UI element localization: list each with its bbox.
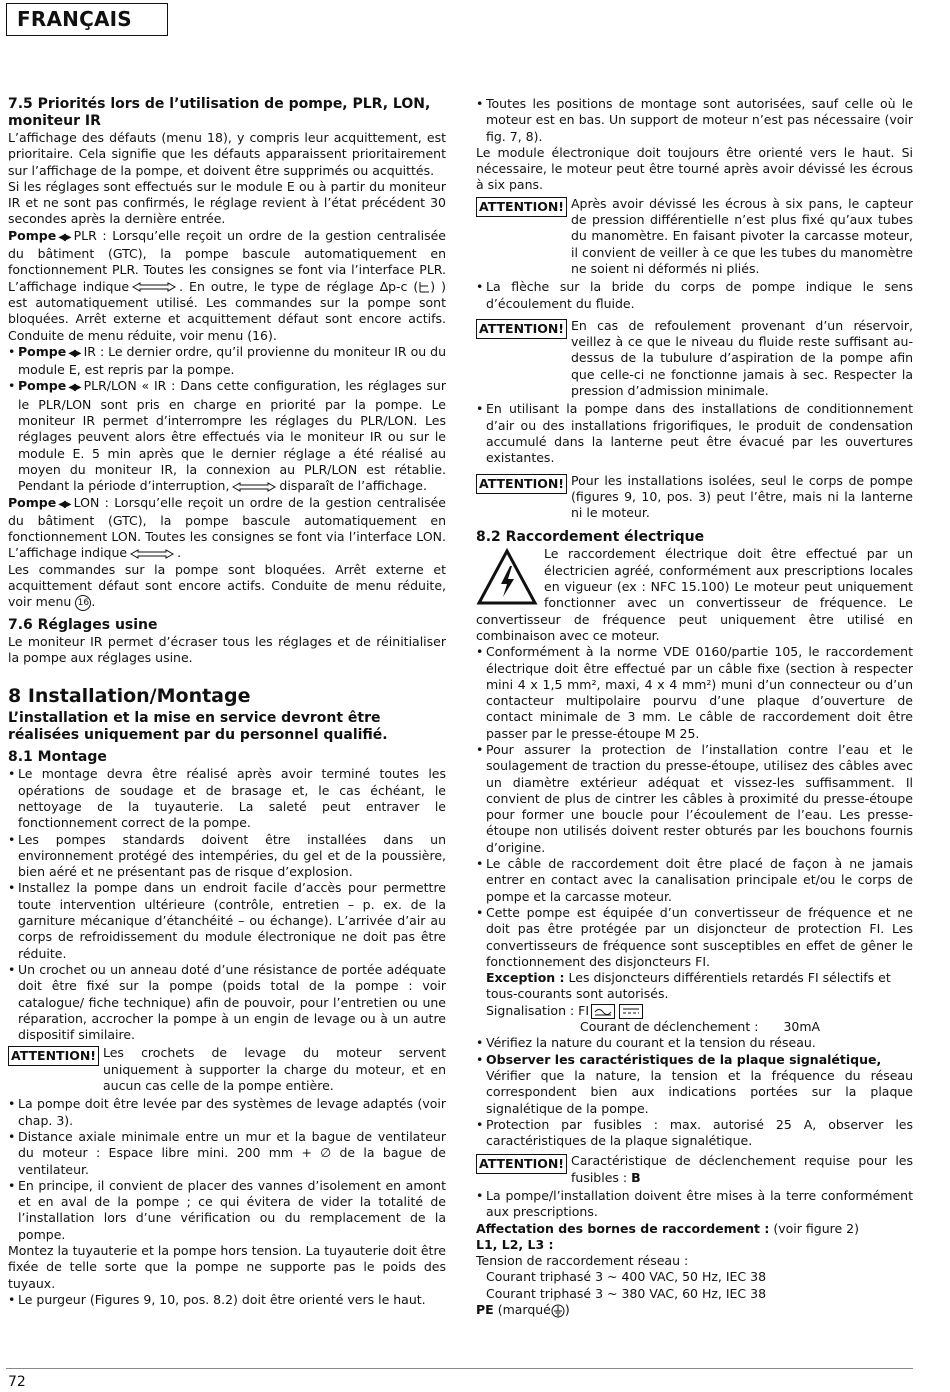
list-item: • Cette pompe est équipée d’un convertisseur de fréquence et ne doit pas être protégée par un disjoncteur de protection FI. Les convertisseurs de fréquence sont susceptibles en effet de gêner le fonctionnement des disjoncteurs FI. [476, 905, 913, 970]
list-item: • Les pompes standards doivent être installées dans un environnement protégé des intempéries, du gel et de la poussière, bien aéré et ne présentant pas de risque d’explosion. [8, 832, 446, 881]
paragraph: Si les réglages sont effectués sur le module E ou à partir du moniteur IR et ne sont pas confirmés, le réglage revient à l’état précédent 30 secondes après la dernière entrée. [8, 178, 446, 227]
text: (marqué [497, 1302, 551, 1318]
section-7-6-title: 7.6 Réglages usine [8, 616, 158, 633]
bold-lead: Pompe [18, 343, 67, 359]
text: . En outre, le type de réglage ∆p-c ( [179, 278, 419, 294]
electrical-warning-icon [476, 548, 538, 606]
paragraph-pompe-lon [8, 495, 446, 562]
page-header-language: FRANÇAIS [6, 3, 168, 36]
text: Les commandes sur la pompe sont bloquées. Arrêt externe et acquittement défaut sont encore actifs. Conduite de menu réduite, voir menu [8, 561, 446, 610]
list-item: • La pompe doit être levée par des systèmes de levage adaptés (voir chap. 3). [8, 1096, 446, 1129]
paragraph: L’affichage des défauts (menu 18), y compris leur acquittement, est prioritaire. Cela signifie que les défauts apparaissent prioritairement sur l’affichage de la pompe, et doivent être supprimés ou acquittés. [8, 130, 446, 178]
text: (voir figure 2) [773, 1220, 859, 1236]
list-item: • Le purgeur (Figures 9, 10, pos. 8.2) doit être orienté vers le haut. [8, 1292, 446, 1308]
text-line: Courant triphasé 3 ~ 400 VAC, 50 Hz, IEC 38 [486, 1269, 767, 1285]
text: 30mA [783, 1019, 821, 1035]
menu-number-icon: 16 [75, 595, 91, 611]
bold-lead: Exception : [486, 970, 565, 986]
paragraph: Montez la tuyauterie et la pompe hors tension. La tuyauterie doit être fixée de telle sorte que la pompe ne supporte pas le poids des tuyaux. [8, 1243, 446, 1291]
text: ) ) est automatiquement utilisé. Les commandes sur la pompe sont bloquées. Arrêt externe et acquittement défaut sont encore actifs. Conduite de menu réduite, voir menu (16). [8, 278, 446, 343]
attention-label: ATTENTION! [476, 319, 567, 339]
trip-current-line [476, 1019, 913, 1035]
text: Vérifier que la nature, la tension et la fréquence du réseau correspondent bien aux indications portées sur la plaque signalétique de la pompe. [486, 1067, 913, 1116]
footer-rule [6, 1368, 913, 1369]
list-item: • Installez la pompe dans un endroit facile d’accès pour permettre toute intervention ultérieure (contrôle, entretien – p. ex. de la garniture mécanique d’étanchéité – ou échange). L’arrivée d’air au corps de refroidissement du module électronique ne doit pas être réduite. [8, 880, 446, 961]
text-line: Courant triphasé 3 ~ 380 VAC, 60 Hz, IEC 38 [486, 1285, 767, 1301]
text-line: Tension de raccordement réseau : [476, 1253, 689, 1269]
text: PLR/LON « IR : Dans cette configuration, les réglages sur le PLR/LON sont pris en charge en priorité par la pompe. Le moniteur IR permet d’interrompre les réglages du PLR/LON. Les réglages peuvent alors être effectués via le moniteur IR ou sur le module E. 5 min après que le dernier réglage a été réalisé au moyen du moniteur IR, la connexion au PLR/LON est rétablie. Pendant la période d’interruption, [18, 378, 446, 494]
terminal-assignment [476, 1221, 913, 1237]
double-arrow-icon: ◀▶ [58, 498, 70, 510]
list-item: • En principe, il convient de placer des vannes d’isolement en amont et en aval de la pompe ; ce qui évitera de vider la totalité de l’installation lors d’une vérification ou du remplacement de la pompe. [8, 1178, 446, 1243]
paragraph [476, 546, 913, 644]
attention-note [476, 196, 913, 277]
list-item: • Conformément à la norme VDE 0160/partie 105, le raccordement électrique doit être effectué par un câble fixe (section à respecter mini 4 x 1,5 mm², maxi, 4 x 4 mm²) muni d’un connecteur ou d’un contacteur multipolaire pourvu d’une plaque d’ouverture de contact minimale de 3 mm. Le câble de raccordement doit être passer par le presse-étoupe M 25. [476, 644, 913, 742]
section-7-5-title: 7.5 Priorités lors de l’utilisation de pompe, PLR, LON, moniteur IR [8, 96, 431, 129]
text: Signalisation : FI [486, 1002, 590, 1018]
text: PLR : Lorsqu’elle reçoit un ordre de la gestion centralisée du bâtiment (GTC), la pompe bascule automatiquement en fonctionnement PLR. Toutes les consignes se font via l’interface PLR. L’affichage indique [8, 227, 446, 294]
bold-lead: Pompe [18, 378, 67, 394]
ac-symbol-icon [591, 1004, 615, 1019]
double-arrow-icon: ◀▶ [58, 231, 70, 243]
ground-symbol-icon [551, 1304, 565, 1318]
bold-lead: Pompe [8, 494, 57, 510]
attention-note [476, 318, 913, 399]
control-mode-icon [418, 281, 430, 293]
list-item: • Un crochet ou un anneau doté d’une résistance de portée adéquate doit être fixé sur la pompe (poids total de la pompe : voir catalogue/ fiche technique) afin de pouvoir, pour l’entretien ou une réparation, accrocher la pompe à un engin de levage ou à un autre dispositif similaire. [8, 962, 446, 1043]
right-column [476, 96, 913, 1318]
list-item: • En utilisant la pompe dans des installations de conditionnement d’air ou des installations frigorifiques, le produit de condensation accumulé dans la lanterne peut être évacué par les ouvertures existantes. [476, 401, 913, 466]
exception-note [476, 970, 913, 1003]
bold-lead: Affectation des bornes de raccordement : [476, 1220, 770, 1236]
terminal-label: L1, L2, L3 : [476, 1236, 554, 1252]
paragraph: Le module électronique doit toujours être orienté vers le haut. Si nécessaire, le moteur peut être tourné après avoir dévissé les écrous à six pans. [476, 144, 913, 193]
text: . [177, 545, 182, 561]
text: . [91, 594, 96, 610]
text: Les disjoncteurs différentiels retardés FI sélectifs et tous-courants sont autorisés. [486, 970, 891, 1002]
list-item: • Pour assurer la protection de l’installation contre l’eau et le soulagement de traction du presse-étoupe, utilisez des câbles avec un diamètre extérieur adéquat et vissez-les suffisamment. Il convient de plus de cintrer les câbles à proximité du presse-étoupe pour former une boucle pour l’écoulement de l’eau. Les presse-étoupe non utilisés doivent rester obturés par les bouchons fournis d’origine. [476, 742, 913, 856]
list-item: • Vérifiez la nature du courant et la tension du réseau. [476, 1035, 913, 1051]
connection-arrows-icon [132, 282, 176, 292]
section-8-2-title: 8.2 Raccordement électrique [476, 529, 705, 546]
bold-text: B [631, 1169, 641, 1185]
attention-label: ATTENTION! [476, 474, 567, 494]
attention-note [8, 1045, 446, 1094]
attention-note [476, 473, 913, 522]
section-8-title: 8 Installation/Montage [8, 685, 251, 708]
bold-lead: Observer les caractéristiques de la plaque signalétique, [486, 1051, 882, 1067]
text: LON : Lorsqu’elle reçoit un ordre de la gestion centralisée du bâtiment (GTC), la pompe bascule automatiquement en fonctionnement LON. Toutes les consignes se font via l’interface LON. L’affichage indique [8, 494, 446, 561]
text: Caractéristique de déclenchement requise pour les fusibles : [571, 1153, 913, 1185]
list-item: • Distance axiale minimale entre un mur et la bague de ventilateur du moteur : Espace libre mini. 200 mm + ∅ de la bague de ventilateur. [8, 1129, 446, 1178]
text: Pour les installations isolées, seul le corps de pompe (figures 9, 10, pos. 3) peut l’être, mais ni la lanterne ni le moteur. [571, 472, 913, 521]
connection-arrows-icon [232, 482, 276, 492]
bold-lead: PE [476, 1302, 494, 1318]
text: Le raccordement électrique doit être effectué par un électricien agréé, conformément aux prescriptions locales en vigueur (ex : NFC 15.100) Le moteur peut uniquement fonctionner avec un convertisseur de fréquence. Le convertisseur de fréquence peut uniquement être utilisé en combinaison avec ce moteur. [476, 546, 913, 643]
list-item: • La pompe/l’installation doivent être mises à la terre conformément aux prescriptions. [476, 1188, 913, 1221]
section-8-1-title: 8.1 Montage [8, 749, 107, 766]
text: disparaît de l’affichage. [279, 478, 427, 494]
attention-label: ATTENTION! [476, 1154, 567, 1174]
double-arrow-icon: ◀▶ [68, 347, 80, 359]
attention-label: ATTENTION! [8, 1046, 99, 1066]
paragraph [8, 562, 446, 611]
list-item: • Le câble de raccordement doit être placé de façon à ne jamais entrer en contact avec la canalisation principale et/ou le corps de pompe et la carcasse moteur. [476, 856, 913, 905]
text: Courant de déclenchement : [580, 1019, 759, 1035]
section-8-subtitle: L’installation et la mise en service devront être réalisées uniquement par du personnel qualifié. [8, 710, 388, 744]
list-item: • Le montage devra être réalisé après avoir terminé toutes les opérations de soudage et de brasage et, le cas échéant, le nettoyage de la tuyauterie. La saleté peut entraver le fonctionnement correct de la pompe. [8, 766, 446, 831]
text: En cas de refoulement provenant d’un réservoir, veillez à ce que le niveau du fluide reste suffisant au-dessus de la tubulure d’aspiration de la pompe afin que celle-ci ne fonctionne jamais à sec. Respecter la pression d’admission minimale. [571, 317, 913, 399]
connection-arrows-icon [130, 549, 174, 559]
list-item: • Protection par fusibles : max. autorisé 25 A, observer les caractéristiques de la plaque signalétique. [476, 1117, 913, 1150]
text: Les crochets de levage du moteur servent uniquement à supporter la charge du moteur, et en aucun cas celle de la pompe entière. [103, 1045, 446, 1094]
list-item [476, 1052, 913, 1117]
list-item [8, 378, 446, 494]
paragraph-pompe-plr [8, 228, 446, 344]
signalisation-line [476, 1003, 913, 1019]
bold-lead: Pompe [8, 227, 57, 243]
double-arrow-icon: ◀▶ [68, 382, 80, 394]
text: IR : Le dernier ordre, qu’il provienne du moniteur IR ou du module E, est repris par la pompe. [18, 343, 446, 378]
page-number: 72 [8, 1374, 26, 1390]
list-item [8, 344, 446, 379]
attention-label: ATTENTION! [476, 197, 567, 217]
dc-symbol-icon [619, 1004, 643, 1019]
list-item: • Toutes les positions de montage sont autorisées, sauf celle où le moteur est en bas. Un support de moteur n’est pas nécessaire (voir fig. 7, 8). [476, 96, 913, 145]
attention-note [476, 1153, 913, 1186]
pe-line: PE (marqué ) [476, 1302, 570, 1318]
left-column [8, 96, 446, 1308]
list-item: • La flèche sur la bride du corps de pompe indique le sens d’écoulement du fluide. [476, 279, 913, 312]
text: Après avoir dévissé les écrous à six pans, le capteur de pression différentielle n’est plus fixé qu’aux tubes du manomètre. En faisant pivoter la carcasse moteur, il convient de veiller à ce que les tubes du manomètre ne soient ni déformés ni pliés. [571, 195, 913, 276]
paragraph: Le moniteur IR permet d’écraser tous les réglages et de réinitialiser la pompe aux réglages usine. [8, 633, 446, 666]
